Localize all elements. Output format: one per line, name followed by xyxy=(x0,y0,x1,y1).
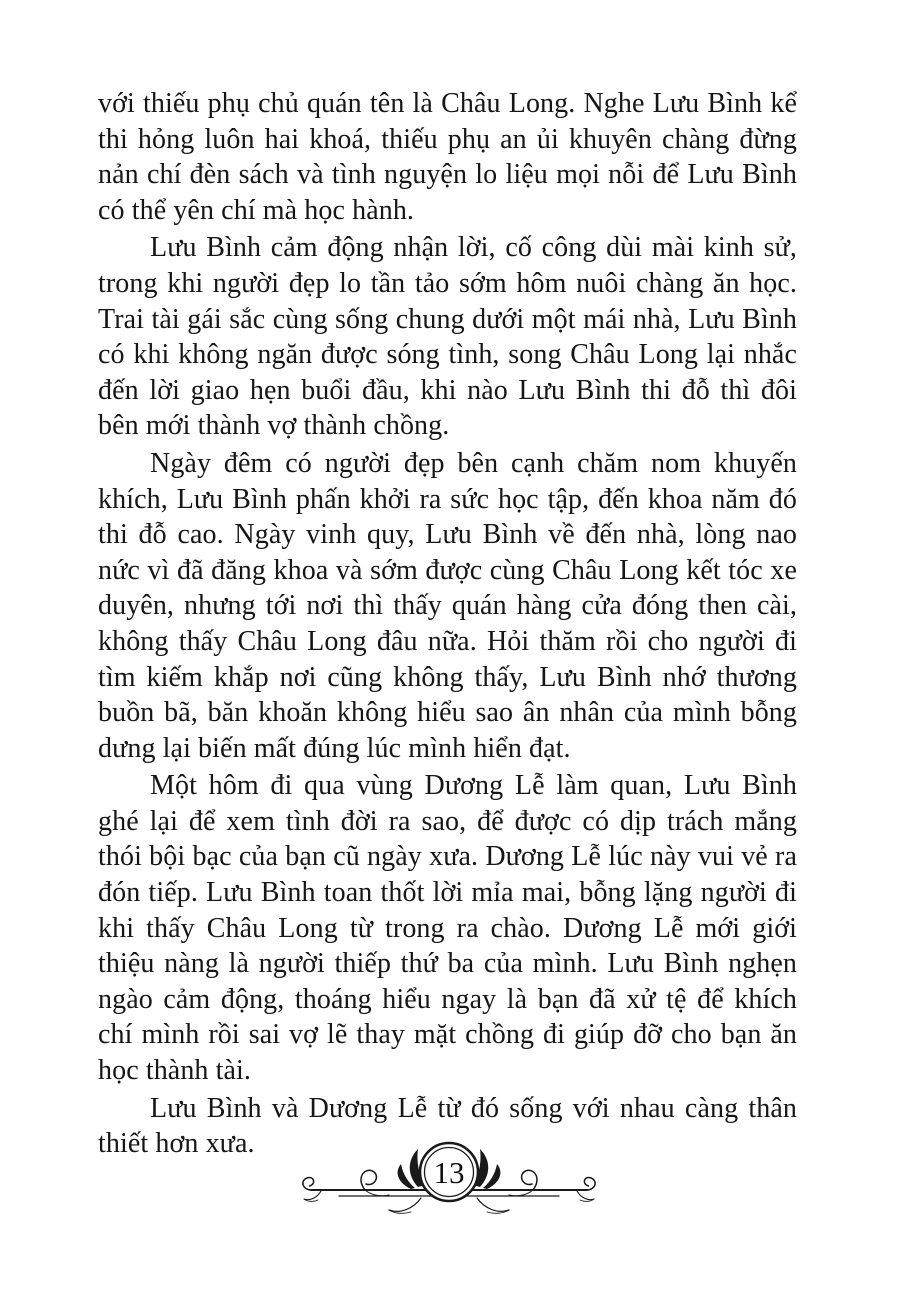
page-number-ornament xyxy=(0,1128,897,1224)
paragraph: Lưu Bình cảm động nhận lời, cố công dùi mài kinh sử, trong khi người đẹp lo tần tảo sớm hôm nuôi chàng ăn học. Trai tài gái sắc cùng sống chung dưới một mái nhà, Lưu Bình có khi không ngăn được sóng tình, song Châu Long lại nhắc đến lời giao hẹn buổi đầu, khi nào Lưu Bình thi đỗ thì đôi bên mới thành vợ thành chồng. xyxy=(98,232,797,442)
paragraph: Ngày đêm có người đẹp bên cạnh chăm nom khuyến khích, Lưu Bình phấn khởi ra sức học tập, đến khoa năm đó thi đỗ cao. Ngày vinh quy, Lưu Bình về đến nhà, lòng nao nức vì đã đăng khoa và sớm được cùng Châu Long kết tóc xe duyên, nhưng tới nơi thì thấy quán hàng cửa đóng then cài, không thấy Châu Long đâu nữa. Hỏi thăm rồi cho người đi tìm kiếm khắp nơi cũng không thấy, Lưu Bình nhớ thương buồn bã, băn khoăn không hiểu sao ân nhân của mình bỗng dưng lại biến mất đúng lúc mình hiển đạt. xyxy=(98,447,797,764)
paragraph: với thiếu phụ chủ quán tên là Châu Long. Nghe Lưu Bình kể thi hỏng luôn hai khoá, thiếu phụ an ủi khuyên chàng đừng nản chí đèn sách và tình nguyện lo liệu mọi nỗi để Lưu Bình có thể yên chí mà học hành. xyxy=(98,88,797,226)
page-text xyxy=(98,86,797,1162)
page-number: 13 xyxy=(433,1155,464,1190)
paragraph: Một hôm đi qua vùng Dương Lễ làm quan, Lưu Bình ghé lại để xem tình đời ra sao, để được có dịp trách mắng thói bội bạc của bạn cũ ngày xưa. Dương Lễ lúc này vui vẻ ra đón tiếp. Lưu Bình toan thốt lời mỉa mai, bỗng lặng người đi khi thấy Châu Long từ trong ra chào. Dương Lễ mới giới thiệu nàng là người thiếp thứ ba của mình. Lưu Bình nghẹn ngào cảm động, thoáng hiểu ngay là bạn đã xử tệ để khích chí mình rồi sai vợ lẽ thay mặt chồng đi giúp đỡ cho bạn ăn học thành tài. xyxy=(98,770,797,1087)
divider-flourish-icon xyxy=(299,1128,599,1224)
paragraph: Lưu Bình và Dương Lễ từ đó sống với nhau càng thân thiết hơn xưa. xyxy=(98,1092,797,1160)
